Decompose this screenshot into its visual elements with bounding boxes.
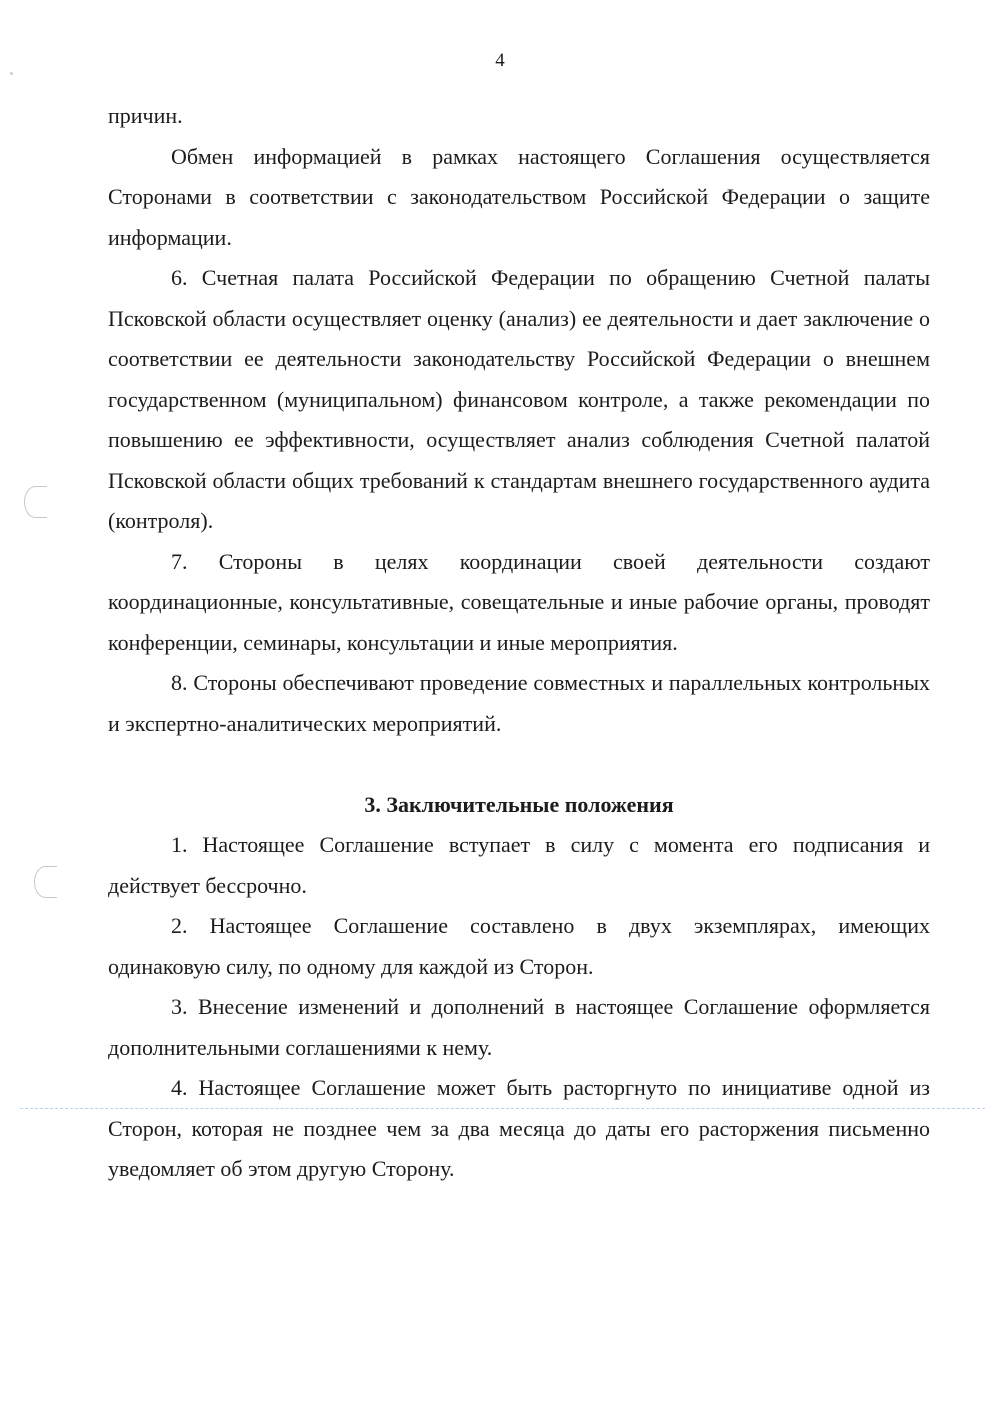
scan-artifact-hole-mark [24, 486, 47, 518]
paragraph-item-6: 6. Счетная палата Российской Федерации по обращению Счетной палаты Псковской области осуществляет оценку (анализ) ее деятельности и дает заключение о соответствии ее деятельности законодательству Российской Федерации о внешнем государственном (муниципальном) финансовом контроле, а также рекомендации по повышению ее эффективности, осуществляет анализ соблюдения Счетной палатой Псковской области общих требований к стандартам внешнего государственного аудита (контроля). [108, 265, 930, 533]
paragraph-final-2: 2. Настоящее Соглашение составлено в двух экземплярах, имеющих одинаковую силу, по одному для каждой из Сторон. [108, 913, 930, 979]
paragraph-item-8: 8. Стороны обеспечивают проведение совместных и параллельных контрольных и экспертно-аналитических мероприятий. [108, 670, 930, 736]
section-heading: 3. Заключительные положения [364, 791, 674, 817]
paragraph-continuation: причин. [108, 103, 183, 128]
paragraph-final-3: 3. Внесение изменений и дополнений в настоящее Соглашение оформляется дополнительными соглашениями к нему. [108, 994, 930, 1060]
section-spacer [108, 744, 930, 785]
page-number: 4 [495, 50, 505, 71]
document-body [108, 96, 930, 1190]
paragraph-final-4: 4. Настоящее Соглашение может быть расторгнуто по инициативе одной из Сторон, которая не позднее чем за два месяца до даты его расторжения письменно уведомляет об этом другую Сторону. [108, 1075, 930, 1181]
scan-artifact-dot [10, 72, 13, 75]
paragraph-information-exchange: Обмен информацией в рамках настоящего Соглашения осуществляется Сторонами в соответствии с законодательством Российской Федерации о защите информации. [108, 143, 930, 250]
paragraph-final-1: 1. Настоящее Соглашение вступает в силу с момента его подписания и действует бессрочно. [108, 832, 930, 898]
scan-artifact-hole-mark [34, 866, 57, 898]
paragraph-item-7: 7. Стороны в целях координации своей деятельности создают координационные, консультативные, совещательные и иные рабочие органы, проводят конференции, семинары, консультации и иные мероприятия. [108, 548, 930, 655]
